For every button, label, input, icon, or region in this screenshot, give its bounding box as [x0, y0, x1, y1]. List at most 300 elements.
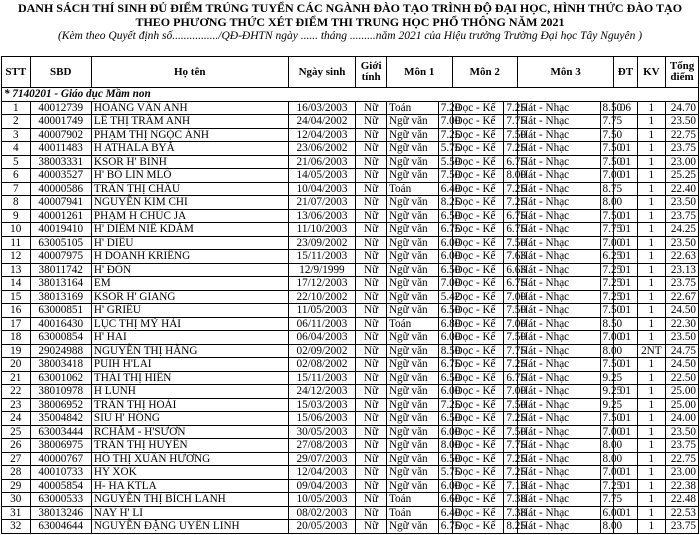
cell-sbd: 63000851 [30, 304, 91, 318]
cell-mon3-subject: Hát - Nhạc [518, 506, 600, 520]
cell-dob: 16/03/2003 [288, 101, 356, 115]
cell-mon1-subject: Ngữ văn [386, 520, 438, 534]
cell-mon1-score: 6.50 [438, 452, 452, 466]
cell-mon1-subject: Ngữ văn [386, 128, 438, 142]
cell-total: 25.25 [666, 169, 699, 183]
cell-mon3-subject: Hát - Nhạc [518, 358, 600, 372]
section-label: * 7140201 - Giáo dục Mầm non [2, 88, 699, 102]
cell-total: 22.48 [666, 493, 699, 507]
cell-mon2-subject: Đọc - Kể [452, 128, 504, 142]
cell-mon2-subject: Đọc - Kể [452, 412, 504, 426]
cell-stt: 19 [2, 344, 31, 358]
cell-mon3-score: 7.00 [600, 425, 614, 439]
cell-mon2-score: 7.75 [504, 344, 518, 358]
cell-mon1-subject: Ngữ văn [386, 142, 438, 156]
cell-mon1-subject: Ngữ văn [386, 331, 438, 345]
cell-mon2-subject: Đọc - Kể [452, 155, 504, 169]
cell-mon3-subject: Hát - Nhạc [518, 520, 600, 534]
cell-stt: 29 [2, 479, 31, 493]
cell-kv: 1 [637, 155, 666, 169]
cell-dob: 29/07/2003 [288, 452, 356, 466]
cell-total: 22.75 [666, 452, 699, 466]
cell-name: NGUYỄN KIM CHI [91, 196, 288, 210]
cell-dt: 01 [614, 412, 637, 426]
cell-name: NGUYỄN THỊ HẰNG [91, 344, 288, 358]
cell-sbd: 40001261 [30, 209, 91, 223]
cell-mon3-subject: Hát - Nhạc [518, 277, 600, 291]
cell-name: PHẠM THỊ NGỌC ÁNH [91, 128, 288, 142]
table-row [2, 506, 699, 520]
cell-stt: 10 [2, 223, 31, 237]
cell-mon3-subject: Hát - Nhạc [518, 412, 600, 426]
cell-mon1-score: 6.00 [438, 425, 452, 439]
cell-mon1-subject: Toán [386, 506, 438, 520]
cell-stt: 21 [2, 371, 31, 385]
cell-stt: 7 [2, 182, 31, 196]
cell-kv: 1 [637, 479, 666, 493]
cell-mon2-score: 7.38 [504, 506, 518, 520]
cell-mon3-subject: Hát - Nhạc [518, 209, 600, 223]
cell-dob: 15/03/2003 [288, 398, 356, 412]
cell-mon3-subject: Hát - Nhạc [518, 425, 600, 439]
cell-mon2-score: 7.25 [504, 196, 518, 210]
cell-mon2-score: 7.50 [504, 236, 518, 250]
cell-gender: Nữ [356, 304, 387, 318]
cell-mon3-subject: Hát - Nhạc [518, 317, 600, 331]
cell-mon2-score: 6.75 [504, 209, 518, 223]
cell-mon1-score: 8.50 [438, 344, 452, 358]
cell-mon1-subject: Ngữ văn [386, 358, 438, 372]
table-row [2, 263, 699, 277]
cell-mon3-score: 9.25 [600, 398, 614, 412]
table-row [2, 439, 699, 453]
cell-dt: 01 [614, 331, 637, 345]
cell-total: 23.75 [666, 209, 699, 223]
table-row [2, 331, 699, 345]
cell-dob: 10/05/2003 [288, 493, 356, 507]
cell-kv: 1 [637, 196, 666, 210]
cell-mon2-score: 6.63 [504, 263, 518, 277]
cell-stt: 27 [2, 452, 31, 466]
cell-mon2-subject: Đọc - Kể [452, 317, 504, 331]
cell-mon1-subject: Ngữ văn [386, 412, 438, 426]
cell-total: 25.00 [666, 385, 699, 399]
cell-mon2-subject: Đọc - Kể [452, 506, 504, 520]
cell-gender: Nữ [356, 506, 387, 520]
cell-mon2-subject: Đọc - Kể [452, 277, 504, 291]
cell-name: NGUYỄN ĐẶNG UYÊN LINH [91, 520, 288, 534]
cell-name: LỤC THỊ MỸ HẢI [91, 317, 288, 331]
cell-dob: 12/9/1999 [288, 263, 356, 277]
cell-mon2-subject: Đọc - Kể [452, 250, 504, 264]
cell-dob: 24/04/2002 [288, 115, 356, 129]
cell-name: NGUYỄN THỊ BÍCH LANH [91, 493, 288, 507]
cell-mon3-score: 7.00 [600, 331, 614, 345]
cell-mon3-score: 7.75 [600, 223, 614, 237]
cell-kv: 1 [637, 263, 666, 277]
cell-mon2-subject: Đọc - Kể [452, 182, 504, 196]
cell-mon2-score: 6.75 [504, 155, 518, 169]
table-row [2, 520, 699, 534]
cell-sbd: 63000854 [30, 331, 91, 345]
cell-mon2-subject: Đọc - Kể [452, 371, 504, 385]
cell-sbd: 40001749 [30, 115, 91, 129]
cell-gender: Nữ [356, 358, 387, 372]
cell-sbd: 40010733 [30, 466, 91, 480]
cell-mon3-score: 7.75 [600, 493, 614, 507]
cell-dob: 11/05/2003 [288, 304, 356, 318]
cell-stt: 31 [2, 506, 31, 520]
cell-sbd: 40016430 [30, 317, 91, 331]
cell-mon2-subject: Đọc - Kể [452, 398, 504, 412]
cell-sbd: 63005105 [30, 236, 91, 250]
table-row [2, 371, 699, 385]
cell-mon3-subject: Hát - Nhạc [518, 101, 600, 115]
cell-dt: 06 [614, 101, 637, 115]
cell-dt: 01 [614, 290, 637, 304]
cell-mon3-score: 6.25 [600, 250, 614, 264]
cell-dob: 14/05/2003 [288, 169, 356, 183]
cell-mon3-score: 7.75 [600, 115, 614, 129]
cell-sbd: 38003331 [30, 155, 91, 169]
cell-mon3-subject: Hát - Nhạc [518, 385, 600, 399]
cell-mon3-subject: Hát - Nhạc [518, 452, 600, 466]
cell-dob: 02/09/2002 [288, 344, 356, 358]
cell-mon2-score: 7.25 [504, 358, 518, 372]
table-row [2, 182, 699, 196]
cell-dob: 10/04/2003 [288, 182, 356, 196]
cell-mon1-score: 6.60 [438, 493, 452, 507]
cell-mon1-subject: Ngữ văn [386, 371, 438, 385]
cell-mon1-subject: Ngữ văn [386, 209, 438, 223]
cell-kv: 1 [637, 169, 666, 183]
cell-mon2-subject: Đọc - Kể [452, 358, 504, 372]
cell-mon1-score: 6.00 [438, 385, 452, 399]
cell-mon3-score: 7.25 [600, 479, 614, 493]
cell-name: RCHĂM - H'SƯƠN [91, 425, 288, 439]
cell-stt: 24 [2, 412, 31, 426]
cell-mon3-subject: Hát - Nhạc [518, 263, 600, 277]
cell-mon1-subject: Ngữ văn [386, 466, 438, 480]
table-row [2, 250, 699, 264]
document-title-line1: DANH SÁCH THÍ SINH ĐỦ ĐIỂM TRÚNG TUYỂN CÁC NGÀNH ĐÀO TẠO TRÌNH ĐỘ ĐẠI HỌC, HÌNH THỨC ĐÀO TẠO [17, 1, 683, 15]
cell-mon1-subject: Toán [386, 493, 438, 507]
cell-mon2-score: 7.00 [504, 290, 518, 304]
cell-kv: 1 [637, 358, 666, 372]
cell-gender: Nữ [356, 344, 387, 358]
cell-name: NAY H' LI [91, 506, 288, 520]
cell-gender: Nữ [356, 277, 387, 291]
cell-kv: 1 [637, 425, 666, 439]
cell-gender: Nữ [356, 196, 387, 210]
cell-mon2-score: 7.00 [504, 385, 518, 399]
cell-mon3-score: 7.50 [600, 142, 614, 156]
cell-total: 23.50 [666, 196, 699, 210]
cell-kv: 1 [637, 452, 666, 466]
cell-mon3-score: 7.25 [600, 290, 614, 304]
cell-total: 22.38 [666, 479, 699, 493]
cell-mon1-score: 6.75 [438, 223, 452, 237]
cell-gender: Nữ [356, 236, 387, 250]
cell-mon3-score: 6.00 [600, 506, 614, 520]
cell-dob: 12/04/2003 [288, 466, 356, 480]
cell-dt: 01 [614, 479, 637, 493]
cell-total: 25.00 [666, 398, 699, 412]
cell-kv: 1 [637, 493, 666, 507]
cell-mon2-score: 7.50 [504, 398, 518, 412]
cell-dt: 01 [614, 209, 637, 223]
cell-kv: 1 [637, 317, 666, 331]
cell-mon2-subject: Đọc - Kể [452, 425, 504, 439]
cell-total: 22.50 [666, 371, 699, 385]
cell-name: HỒ THỊ XUÂN HƯƠNG [91, 452, 288, 466]
table-row [2, 169, 699, 183]
cell-mon3-subject: Hát - Nhạc [518, 304, 600, 318]
cell-mon1-subject: Ngữ văn [386, 277, 438, 291]
cell-mon2-score: 7.25 [504, 412, 518, 426]
cell-sbd: 40007941 [30, 196, 91, 210]
cell-dt: 01 [614, 506, 637, 520]
cell-mon1-score: 7.25 [438, 398, 452, 412]
table-row [2, 466, 699, 480]
cell-name: H- HA KTLA [91, 479, 288, 493]
cell-sbd: 38013164 [30, 277, 91, 291]
cell-kv: 1 [637, 236, 666, 250]
cell-mon1-score: 6.00 [438, 236, 452, 250]
cell-sbd: 63000533 [30, 493, 91, 507]
cell-gender: Nữ [356, 452, 387, 466]
cell-mon2-subject: Đọc - Kể [452, 493, 504, 507]
cell-kv: 1 [637, 290, 666, 304]
cell-mon2-score: 6.75 [504, 371, 518, 385]
table-row [2, 304, 699, 318]
table-row [2, 142, 699, 156]
cell-dob: 27/08/2003 [288, 439, 356, 453]
cell-mon3-score: 7.50 [600, 209, 614, 223]
cell-mon1-score: 6.40 [438, 182, 452, 196]
cell-name: SIU H' HỒNG [91, 412, 288, 426]
cell-gender: Nữ [356, 398, 387, 412]
cell-mon2-subject: Đọc - Kể [452, 520, 504, 534]
cell-total: 24.50 [666, 358, 699, 372]
cell-dt: 01 [614, 263, 637, 277]
cell-dob: 20/05/2003 [288, 520, 356, 534]
table-row [2, 385, 699, 399]
table-row [2, 155, 699, 169]
cell-sbd: 40007902 [30, 128, 91, 142]
cell-mon1-subject: Ngữ văn [386, 236, 438, 250]
table-header-row [2, 57, 699, 88]
cell-dt: 01 [614, 169, 637, 183]
cell-mon1-score: 5.42 [438, 290, 452, 304]
cell-kv: 1 [637, 101, 666, 115]
cell-mon3-score: 7.25 [600, 277, 614, 291]
cell-mon3-score: 8.00 [600, 520, 614, 534]
cell-mon1-score: 6.50 [438, 304, 452, 318]
cell-mon1-score: 6.75 [438, 520, 452, 534]
cell-total: 22.67 [666, 290, 699, 304]
cell-name: KSOR H' GIANG [91, 290, 288, 304]
cell-mon1-score: 5.50 [438, 155, 452, 169]
col-header-dob: Ngày sinh [288, 57, 356, 88]
cell-dob: 13/06/2003 [288, 209, 356, 223]
cell-sbd: 40000586 [30, 182, 91, 196]
cell-mon1-subject: Toán [386, 182, 438, 196]
cell-mon3-subject: Hát - Nhạc [518, 439, 600, 453]
cell-mon3-score: 7.50 [600, 412, 614, 426]
cell-kv: 1 [637, 439, 666, 453]
cell-gender: Nữ [356, 182, 387, 196]
cell-mon3-subject: Hát - Nhạc [518, 479, 600, 493]
cell-gender: Nữ [356, 412, 387, 426]
cell-total: 23.75 [666, 277, 699, 291]
cell-dt: 01 [614, 142, 637, 156]
cell-mon3-subject: Hát - Nhạc [518, 115, 600, 129]
cell-name: H' GRIÊU [91, 304, 288, 318]
cell-mon2-score: 7.25 [504, 466, 518, 480]
cell-dob: 24/12/2003 [288, 385, 356, 399]
cell-mon3-score: 8.50 [600, 317, 614, 331]
cell-kv: 1 [637, 304, 666, 318]
cell-mon1-score: 7.20 [438, 101, 452, 115]
cell-kv: 1 [637, 128, 666, 142]
table-row [2, 317, 699, 331]
cell-sbd: 40007975 [30, 250, 91, 264]
cell-stt: 22 [2, 385, 31, 399]
cell-mon2-score: 7.50 [504, 304, 518, 318]
cell-total: 23.75 [666, 439, 699, 453]
cell-mon1-subject: Ngữ văn [386, 155, 438, 169]
col-header-mon3: Môn 3 [518, 57, 614, 88]
cell-stt: 18 [2, 331, 31, 345]
cell-dt: 01 [614, 385, 637, 399]
col-header-total: Tổng điểm [666, 57, 699, 88]
cell-sbd: 63003444 [30, 425, 91, 439]
cell-dob: 21/07/2003 [288, 196, 356, 210]
cell-mon1-score: 6.50 [438, 371, 452, 385]
cell-mon2-subject: Đọc - Kể [452, 479, 504, 493]
cell-mon2-score: 6.75 [504, 223, 518, 237]
cell-mon2-subject: Đọc - Kể [452, 115, 504, 129]
cell-total: 23.50 [666, 425, 699, 439]
cell-dob: 21/06/2003 [288, 155, 356, 169]
cell-sbd: 38011742 [30, 263, 91, 277]
cell-name: THÁI THỊ HIÊN [91, 371, 288, 385]
table-row [2, 344, 699, 358]
cell-dob: 17/12/2003 [288, 277, 356, 291]
cell-mon3-score: 9.25 [600, 385, 614, 399]
cell-sbd: 40005854 [30, 479, 91, 493]
admission-table [1, 56, 699, 534]
table-row [2, 452, 699, 466]
cell-mon1-score: 6.75 [438, 358, 452, 372]
cell-stt: 20 [2, 358, 31, 372]
cell-mon3-score: 7.50 [600, 128, 614, 142]
cell-gender: Nữ [356, 493, 387, 507]
cell-gender: Nữ [356, 263, 387, 277]
cell-dob: 06/04/2003 [288, 331, 356, 345]
cell-stt: 32 [2, 520, 31, 534]
cell-mon3-subject: Hát - Nhạc [518, 344, 600, 358]
cell-dob: 15/11/2003 [288, 371, 356, 385]
cell-mon3-subject: Hát - Nhạc [518, 250, 600, 264]
cell-stt: 12 [2, 250, 31, 264]
cell-mon2-score: 7.50 [504, 128, 518, 142]
cell-total: 22.63 [666, 250, 699, 264]
cell-total: 23.50 [666, 236, 699, 250]
cell-mon2-score: 8.00 [504, 169, 518, 183]
cell-mon2-score: 7.75 [504, 115, 518, 129]
cell-name: H ATHALA BYĂ [91, 142, 288, 156]
cell-sbd: 63001062 [30, 371, 91, 385]
cell-mon2-score: 7.25 [504, 452, 518, 466]
cell-mon1-score: 7.00 [438, 115, 452, 129]
cell-mon1-subject: Ngữ văn [386, 263, 438, 277]
cell-stt: 1 [2, 101, 31, 115]
cell-stt: 5 [2, 155, 31, 169]
table-row [2, 236, 699, 250]
cell-name: HY XOK [91, 466, 288, 480]
cell-dob: 02/08/2002 [288, 358, 356, 372]
cell-mon1-subject: Ngữ văn [386, 250, 438, 264]
cell-mon1-subject: Ngữ văn [386, 479, 438, 493]
col-header-stt: STT [2, 57, 31, 88]
cell-mon1-subject: Ngữ văn [386, 304, 438, 318]
cell-mon3-subject: Hát - Nhạc [518, 290, 600, 304]
cell-total: 24.25 [666, 223, 699, 237]
cell-kv: 1 [637, 398, 666, 412]
col-header-sbd: SBD [30, 57, 91, 88]
cell-dt: 01 [614, 277, 637, 291]
cell-name: H DOANH KRIÊNG [91, 250, 288, 264]
cell-mon3-score: 7.25 [600, 263, 614, 277]
table-row [2, 290, 699, 304]
cell-dob: 23/06/2002 [288, 142, 356, 156]
cell-kv: 1 [637, 182, 666, 196]
cell-mon1-subject: Ngữ văn [386, 452, 438, 466]
cell-dt: 01 [614, 425, 637, 439]
cell-stt: 17 [2, 317, 31, 331]
cell-mon2-score: 7.25 [504, 142, 518, 156]
cell-mon1-subject: Toán [386, 317, 438, 331]
cell-kv: 1 [637, 250, 666, 264]
cell-gender: Nữ [356, 479, 387, 493]
table-row [2, 412, 699, 426]
cell-mon2-score: 7.25 [504, 101, 518, 115]
cell-dt: 01 [614, 236, 637, 250]
cell-stt: 11 [2, 236, 31, 250]
cell-mon1-score: 6.50 [438, 209, 452, 223]
cell-stt: 9 [2, 209, 31, 223]
table-row [2, 479, 699, 493]
cell-mon2-score: 7.63 [504, 250, 518, 264]
cell-gender: Nữ [356, 128, 387, 142]
table-row [2, 115, 699, 129]
cell-mon1-subject: Ngữ văn [386, 290, 438, 304]
cell-name: H' DIÊU [91, 236, 288, 250]
cell-name: HOÀNG VÂN ANH [91, 101, 288, 115]
cell-gender: Nữ [356, 101, 387, 115]
cell-mon2-score: 7.38 [504, 493, 518, 507]
cell-dt: 01 [614, 155, 637, 169]
section-row [2, 88, 699, 102]
cell-mon3-subject: Hát - Nhạc [518, 223, 600, 237]
cell-name: PUIH H'LAI [91, 358, 288, 372]
cell-mon3-subject: Hát - Nhạc [518, 493, 600, 507]
table-row [2, 493, 699, 507]
cell-mon2-score: 7.75 [504, 439, 518, 453]
col-header-dt: ĐT [614, 57, 637, 88]
